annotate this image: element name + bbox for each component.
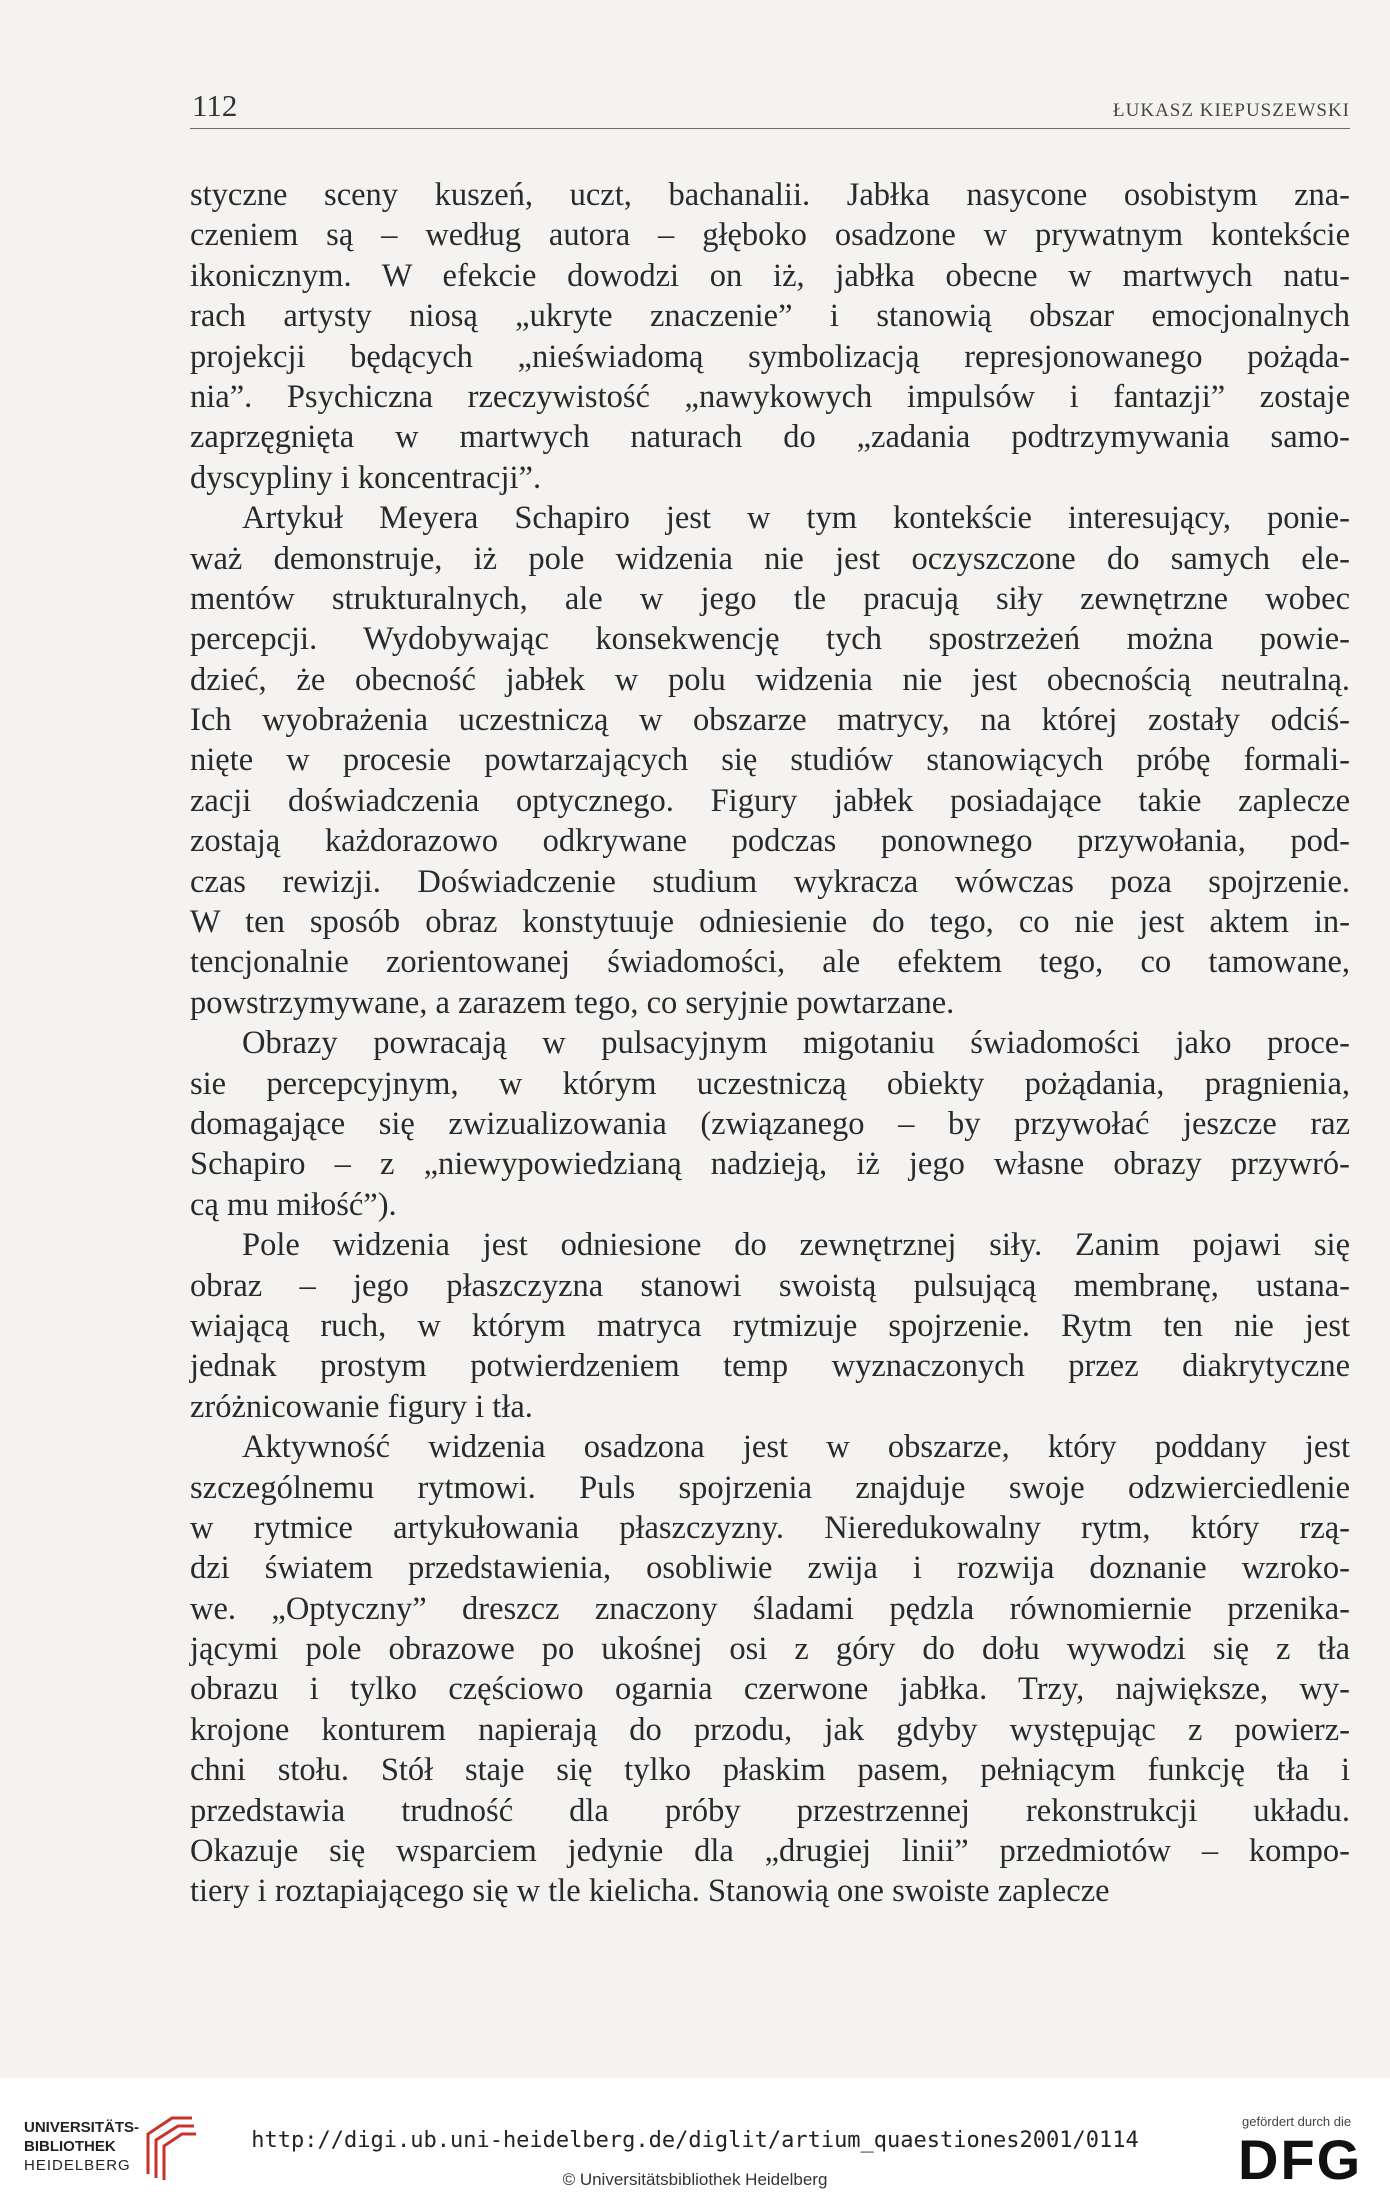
running-header [190,88,1350,129]
text-line: jącymi pole obrazowe po ukośnej osi z góry do dołu wywodzi się z tła [190,1631,1350,1668]
paragraph [190,175,1350,498]
text-line: czas rewizji. Doświadczenie studium wykracza wówczas poza spojrzenie. [190,863,1350,900]
text-line: krojone konturem napierają do przodu, jak gdyby występując z powierz- [190,1711,1350,1748]
text-line: obrazu i tylko częściowo ogarnia czerwone jabłka. Trzy, największe, wy- [190,1671,1350,1708]
text-line: dzieć, że obecność jabłek w polu widzenia nie jest obecnością neutralną. [190,661,1350,698]
text-line: obraz – jego płaszczyzna stanowi swoistą pulsującą membranę, ustana- [190,1267,1350,1304]
library-name-line1: UNIVERSITÄTS- [24,2119,140,2136]
text-line: styczne sceny kuszeń, uczt, bachanalii. Jabłka nasycone osobistym zna- [190,177,1350,213]
text-line: percepcji. Wydobywając konsekwencję tych spostrzeżeń można powie- [190,621,1350,658]
paragraph [190,1023,1350,1225]
text-line: sie percepcyjnym, w którym uczestniczą obiekty pożądania, pragnienia, [190,1065,1350,1102]
digitization-footer [0,2078,1390,2206]
text-line: rach artysty niosą „ukryte znaczenie” i stanowią obszar emocjonalnych [190,298,1350,335]
text-line: W ten sposób obraz konstytuuje odniesienie do tego, co nie jest aktem in- [190,904,1350,941]
text-line: cą mu miłość”). [190,1186,397,1223]
text-line: Schapiro – z „niewypowiedzianą nadzieją, iż jego własne obrazy przywró- [190,1146,1350,1183]
text-line: dyscypliny i koncentracji”. [190,459,542,496]
text-line: domagające się zwizualizowania (związanego – by przywołać jeszcze raz [190,1105,1350,1142]
text-line: we. „Optyczny” dreszcz znaczony śladami pędzla równomiernie przenika- [190,1590,1350,1627]
text-line: projekcji będących „nieświadomą symbolizacją represjonowanego pożąda- [190,338,1350,375]
text-line: nia”. Psychiczna rzeczywistość „nawykowych impulsów i fantazji” zostaje [190,378,1350,415]
body-text [190,175,1350,1912]
paragraph [190,498,1350,1023]
text-line: Okazuje się wsparciem jedynie dla „drugiej linii” przedmiotów – kompo- [190,1833,1350,1870]
text-line: mentów strukturalnych, ale w jego tle pracują siły zewnętrzne wobec [190,580,1350,617]
text-line: Artykuł Meyera Schapiro jest w tym kontekście interesujący, ponie- [242,500,1350,537]
text-line: wiającą ruch, w którym matryca rytmizuje spojrzenie. Rytm ten nie jest [190,1307,1350,1344]
copyright-notice: © Universitätsbibliothek Heidelberg [562,2170,828,2189]
text-line: zacji doświadczenia optycznego. Figury jabłek posiadające takie zaplecze [190,782,1350,819]
text-line: jednak prostym potwierdzeniem temp wyznaczonych przez diakrytyczne [190,1348,1350,1385]
text-line: powstrzymywane, a zarazem tego, co seryjnie powtarzane. [190,984,955,1021]
text-line: tiery i roztapiającego się w tle kielicha. Stanowią one swoiste zaplecze [190,1873,1110,1910]
text-line: zróżnicowanie figury i tła. [190,1388,533,1425]
text-line: waż demonstruje, iż pole widzenia nie jest oczyszczone do samych ele- [190,540,1350,577]
text-line: zostają każdorazowo odkrywane podczas ponownego przywołania, pod- [190,823,1350,860]
text-line: tencjonalnie zorientowanej świadomości, ale efektem tego, co tamowane, [190,944,1350,981]
funding-note: gefördert durch die [1242,2114,1352,2129]
text-line: Pole widzenia jest odniesione do zewnętrznej siły. Zanim pojawi się [242,1227,1350,1264]
text-line: Ich wyobrażenia uczestniczą w obszarze matrycy, na której zostały odciś- [190,702,1350,739]
text-line: ikonicznym. W efekcie dowodzi on iż, jabłka obecne w martwych natu- [190,257,1350,294]
text-line: przedstawia trudność dla próby przestrzennej rekonstrukcji układu. [190,1792,1350,1829]
text-line: chni stołu. Stół staje się tylko płaskim pasem, pełniącym funkcję tła i [190,1752,1350,1789]
text-line: Aktywność widzenia osadzona jest w obszarze, który poddany jest [242,1429,1350,1466]
text-line: czeniem są – według autora – głęboko osadzone w prywatnym kontekście [190,217,1350,254]
library-name-line3: HEIDELBERG [24,2157,131,2174]
permalink-url[interactable]: http://digi.ub.uni-heidelberg.de/diglit/artium_quaestiones2001/0114 [251,2128,1139,2153]
library-name-line2: BIBLIOTHEK [24,2138,116,2155]
text-line: szczególnemu rytmowi. Puls spojrzenia znajduje swoje odzwierciedlenie [190,1469,1350,1506]
text-line: nięte w procesie powtarzających się studiów stanowiących próbę formali- [190,742,1350,779]
page-number: 112 [192,88,238,123]
text-line: zaprzęgnięta w martwych naturach do „zadania podtrzymywania samo- [190,419,1350,456]
text-line: dzi światem przedstawienia, osobliwie zwija i rozwija doznanie wzroko- [190,1550,1350,1587]
paragraph [190,1427,1350,1912]
paragraph [190,1225,1350,1427]
running-title: ŁUKASZ KIEPUSZEWSKI [1113,100,1350,121]
text-line: w rytmice artykułowania płaszczyzny. Nieredukowalny rytm, który rzą- [190,1509,1350,1546]
dfg-logo: DFG [1238,2128,1363,2191]
text-line: Obrazy powracają w pulsacyjnym migotaniu świadomości jako proce- [242,1025,1350,1062]
